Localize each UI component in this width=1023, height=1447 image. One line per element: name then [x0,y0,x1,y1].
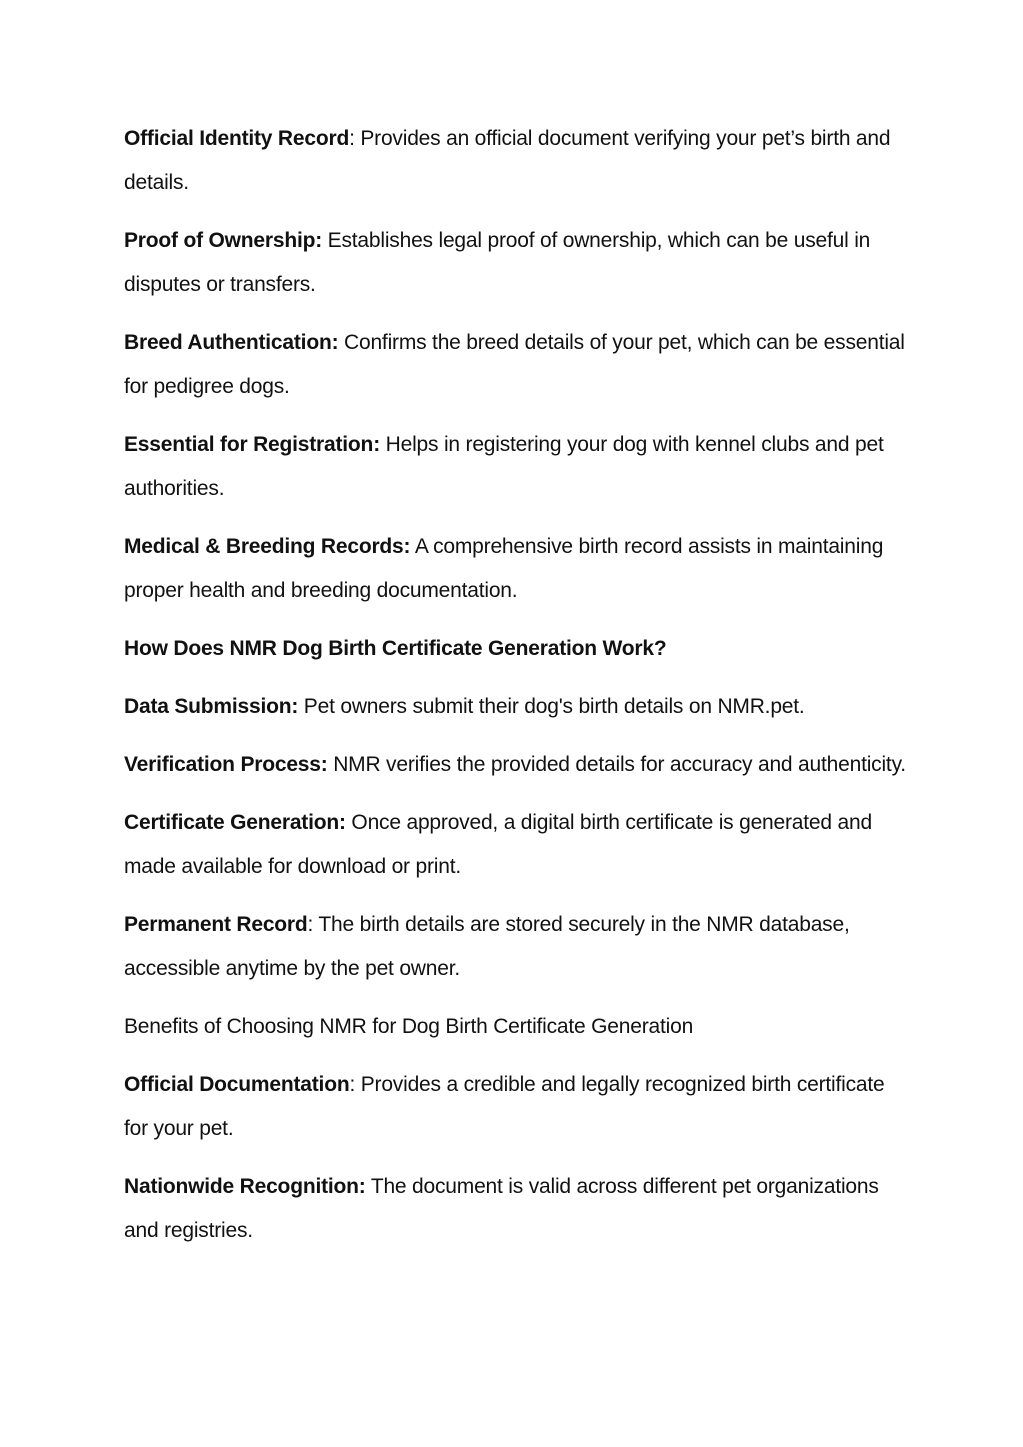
item-label: Certificate Generation: [124,811,346,834]
item-label: Verification Process: [124,753,328,776]
item-text: Helps in registering your dog with kennel clubs and pet authorities. [124,433,884,500]
benefit-nationwide-recognition [124,1165,914,1253]
section-heading-benefits: Benefits of Choosing NMR for Dog Birth Certificate Generation [124,1015,694,1038]
item-separator: : [349,1073,356,1096]
item-label: Permanent Record [124,913,308,936]
item-label: Proof of Ownership: [124,229,323,252]
item-label: Official Identity Record [124,127,350,150]
item-label: Medical & Breeding Records: [124,535,411,558]
item-text: The birth details are stored securely in the NMR database, accessible anytime by the pet owner. [124,913,850,980]
benefit-official-documentation [124,1063,914,1151]
step-certificate-generation [124,801,914,889]
item-separator: : [307,913,314,936]
step-verification-process [124,743,914,787]
step-permanent-record [124,903,914,991]
list-item-essential-for-registration [124,423,914,511]
item-label: Data Submission: [124,695,299,718]
item-text: NMR verifies the provided details for accuracy and authenticity. [327,753,906,776]
section-heading-how-it-works: How Does NMR Dog Birth Certificate Generation Work? [124,637,667,660]
item-text: Provides an official document verifying your pet’s birth and details. [124,127,891,194]
item-text: A comprehensive birth record assists in maintaining proper health and breeding documentation. [124,535,884,602]
item-label: Breed Authentication: [124,331,339,354]
list-item-breed-authentication [124,321,914,409]
list-item-official-identity-record [124,117,914,205]
item-label: Essential for Registration: [124,433,380,456]
step-data-submission [124,685,914,729]
item-text: Confirms the breed details of your pet, which can be essential for pedigree dogs. [124,331,905,398]
document-page [124,117,914,1267]
item-text: Once approved, a digital birth certificate is generated and made available for download or print. [124,811,872,878]
item-text: Pet owners submit their dog's birth details on NMR.pet. [298,695,805,718]
list-item-proof-of-ownership [124,219,914,307]
item-text: Establishes legal proof of ownership, which can be useful in disputes or transfers. [124,229,871,296]
item-text: Provides a credible and legally recognized birth certificate for your pet. [124,1073,885,1140]
list-item-medical-breeding-records [124,525,914,613]
item-label: Official Documentation [124,1073,350,1096]
item-label: Nationwide Recognition: [124,1175,366,1198]
item-separator: : [349,127,355,150]
item-text: The document is valid across different pet organizations and registries. [124,1175,879,1242]
